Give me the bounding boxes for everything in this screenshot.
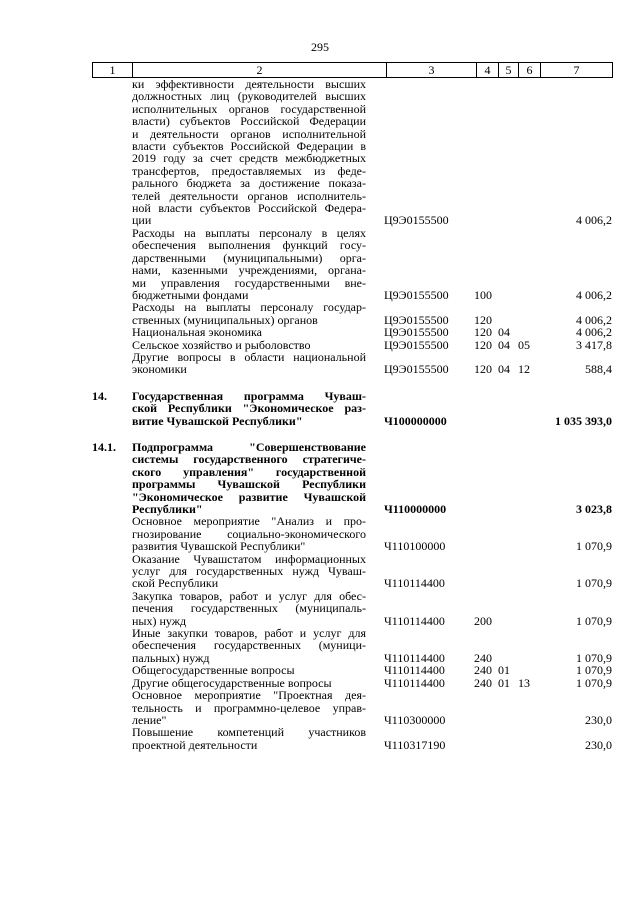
row-spacer bbox=[92, 427, 612, 441]
amount: 3 023,8 bbox=[576, 502, 612, 516]
amount: 4 006,2 bbox=[576, 312, 612, 327]
description-line: бюджетными фондами bbox=[132, 287, 249, 302]
table-row bbox=[92, 390, 612, 427]
expense-type-code: 240 bbox=[474, 650, 492, 665]
amount: 1 035 393,0 bbox=[555, 413, 612, 428]
target-article-code: Ч110114400 bbox=[384, 663, 445, 678]
description-line: обеспечения выполнения функций госу- bbox=[132, 238, 366, 253]
description-line: ми управления государственными вне- bbox=[132, 275, 366, 290]
row-description bbox=[132, 78, 366, 227]
amount: 4 006,2 bbox=[576, 325, 612, 340]
column-header-4: 4 bbox=[477, 63, 499, 78]
description-line: тельность и программно-целевое управ- bbox=[132, 700, 366, 715]
description-line: печения государственных (муниципаль- bbox=[132, 601, 366, 616]
description-line: рального бюджета за достижение показа- bbox=[132, 176, 366, 191]
row-description bbox=[132, 664, 366, 676]
row-number: 14.1. bbox=[92, 439, 116, 454]
description-line: Оказание Чувашстатом информационных bbox=[132, 551, 366, 566]
description-line: ственных (муниципальных) органов bbox=[132, 312, 318, 327]
description-line: "Экономическое развитие Чувашской bbox=[132, 489, 366, 504]
table-row bbox=[92, 326, 612, 338]
target-article-code: Ч110317190 bbox=[384, 737, 446, 752]
table-row bbox=[92, 664, 612, 676]
description-line: Закупка товаров, работ и услуг для обес- bbox=[132, 588, 366, 603]
page-number: 295 bbox=[311, 40, 329, 54]
column-header-6: 6 bbox=[519, 63, 541, 78]
subsection-code: 05 bbox=[518, 337, 530, 352]
target-article-code: Ц9Э0155500 bbox=[384, 213, 449, 228]
target-article-code: Ц9Э0155500 bbox=[384, 287, 449, 302]
section-code: 04 bbox=[498, 362, 510, 377]
amount: 1 070,9 bbox=[576, 675, 612, 690]
description-line: Расходы на выплаты персоналу в целях bbox=[132, 225, 366, 240]
amount: 3 417,8 bbox=[576, 337, 612, 352]
description-line: Расходы на выплаты персоналу государ- bbox=[132, 300, 366, 315]
description-line: 2019 году за счет средств межбюджетных bbox=[132, 151, 366, 166]
amount: 1 070,9 bbox=[576, 576, 612, 591]
subsection-code: 12 bbox=[518, 362, 530, 377]
description-line: Основное мероприятие "Проектная дея- bbox=[132, 688, 366, 703]
table-row bbox=[92, 553, 612, 590]
target-article-code: Ц9Э0155500 bbox=[384, 325, 449, 340]
description-line: Республики" bbox=[132, 502, 203, 516]
row-description bbox=[132, 627, 366, 664]
description-line: обеспечения государственных (муници- bbox=[132, 638, 366, 653]
description-line: исполнительных органов государственной bbox=[132, 101, 366, 116]
target-article-code: Ч110300000 bbox=[384, 712, 446, 727]
description-line: гнозирование социально-экономического bbox=[132, 526, 366, 541]
description-line: ции bbox=[132, 213, 152, 228]
column-header-row bbox=[93, 63, 613, 78]
expense-type-code: 240 bbox=[474, 675, 492, 690]
row-description bbox=[132, 689, 366, 726]
description-line: должностных лиц (руководителей высших bbox=[132, 89, 366, 104]
description-line: пальных) нужд bbox=[132, 650, 210, 665]
description-line: ской Республики "Экономическое раз- bbox=[132, 401, 366, 416]
table-row bbox=[92, 78, 612, 227]
description-line: нами, казенными учреждениями, органа- bbox=[132, 263, 366, 278]
target-article-code: Ч110000000 bbox=[384, 502, 447, 516]
target-article-code: Ц9Э0155500 bbox=[384, 362, 449, 377]
description-line: Иные закупки товаров, работ и услуг для bbox=[132, 626, 366, 641]
column-header-7: 7 bbox=[541, 63, 613, 78]
target-article-code: Ч110114400 bbox=[384, 576, 445, 591]
row-description bbox=[132, 326, 366, 338]
budget-table-body bbox=[92, 78, 612, 751]
description-line: ской Республики bbox=[132, 576, 219, 591]
target-article-code: Ч110114400 bbox=[384, 650, 445, 665]
row-description bbox=[132, 515, 366, 552]
amount: 1 070,9 bbox=[576, 539, 612, 554]
section-code: 04 bbox=[498, 337, 510, 352]
subsection-code: 13 bbox=[518, 675, 530, 690]
description-line: ского управления" государственной bbox=[132, 464, 366, 479]
row-spacer bbox=[92, 376, 612, 390]
description-line: развития Чувашской Республики" bbox=[132, 539, 306, 554]
expense-type-code: 120 bbox=[474, 312, 492, 327]
description-line: Государственная программа Чуваш- bbox=[132, 388, 366, 403]
table-row bbox=[92, 590, 612, 627]
column-header-2: 2 bbox=[133, 63, 387, 78]
description-line: услуг для государственных нужд Чуваш- bbox=[132, 564, 366, 579]
description-line: власти) субъектов Российской Федерации bbox=[132, 114, 366, 129]
row-description bbox=[132, 441, 366, 515]
target-article-code: Ч110114400 bbox=[384, 613, 445, 628]
column-header-5: 5 bbox=[499, 63, 519, 78]
row-description bbox=[132, 227, 366, 301]
description-line: ных) нужд bbox=[132, 613, 187, 628]
description-line: Повышение компетенций участников bbox=[132, 725, 366, 740]
description-line: и деятельности органов исполнительной bbox=[132, 126, 366, 141]
section-code: 01 bbox=[498, 663, 510, 678]
description-line: витие Чувашской Республики" bbox=[132, 413, 303, 428]
row-description bbox=[132, 301, 366, 326]
description-line: проектной деятельности bbox=[132, 737, 258, 752]
description-line: Другие общегосударственные вопросы bbox=[132, 675, 332, 690]
amount: 1 070,9 bbox=[576, 650, 612, 665]
description-line: ление" bbox=[132, 712, 167, 727]
expense-type-code: 240 bbox=[474, 663, 492, 678]
section-code: 01 bbox=[498, 675, 510, 690]
amount: 1 070,9 bbox=[576, 663, 612, 678]
row-description bbox=[132, 726, 366, 751]
row-description bbox=[132, 553, 366, 590]
description-line: власти субъектов Российской Федерации в bbox=[132, 139, 366, 154]
description-line: Общегосударственные вопросы bbox=[132, 663, 295, 678]
description-line: ной власти субъектов Российской Федера- bbox=[132, 201, 366, 216]
description-line: Сельское хозяйство и рыболовство bbox=[132, 337, 311, 352]
table-row bbox=[92, 726, 612, 751]
row-description bbox=[132, 390, 366, 427]
description-line: системы государственного стратегиче- bbox=[132, 452, 366, 467]
description-line: Основное мероприятие "Анализ и про- bbox=[132, 514, 366, 529]
section-code: 04 bbox=[498, 325, 510, 340]
table-row bbox=[92, 301, 612, 326]
amount: 1 070,9 bbox=[576, 613, 612, 628]
table-row bbox=[92, 515, 612, 552]
description-line: дарственными (муниципальными) орга- bbox=[132, 250, 366, 265]
target-article-code: Ц9Э0155500 bbox=[384, 312, 449, 327]
table-row bbox=[92, 689, 612, 726]
row-description bbox=[132, 351, 366, 376]
target-article-code: Ч100000000 bbox=[384, 413, 447, 428]
description-line: экономики bbox=[132, 362, 187, 377]
amount: 230,0 bbox=[585, 737, 612, 752]
column-header-3: 3 bbox=[387, 63, 477, 78]
row-description bbox=[132, 590, 366, 627]
description-line: программы Чувашской Республики bbox=[132, 477, 366, 492]
expense-type-code: 120 bbox=[474, 325, 492, 340]
amount: 4 006,2 bbox=[576, 287, 612, 302]
amount: 588,4 bbox=[585, 362, 612, 377]
column-header-table bbox=[92, 62, 613, 78]
description-line: ки эффективности деятельности высших bbox=[132, 77, 366, 91]
column-header-1: 1 bbox=[93, 63, 133, 78]
target-article-code: Ц9Э0155500 bbox=[384, 337, 449, 352]
table-row bbox=[92, 351, 612, 376]
description-line: Подпрограмма "Совершенствование bbox=[132, 439, 366, 454]
table-row bbox=[92, 627, 612, 664]
amount: 4 006,2 bbox=[576, 213, 612, 228]
description-line: трансфертов, предоставляемых из феде- bbox=[132, 163, 366, 178]
description-line: Другие вопросы в области национальной bbox=[132, 349, 366, 364]
row-number: 14. bbox=[92, 388, 107, 403]
expense-type-code: 120 bbox=[474, 362, 492, 377]
expense-type-code: 120 bbox=[474, 337, 492, 352]
expense-type-code: 200 bbox=[474, 613, 492, 628]
expense-type-code: 100 bbox=[474, 287, 492, 302]
target-article-code: Ч110100000 bbox=[384, 539, 446, 554]
description-line: Национальная экономика bbox=[132, 325, 262, 340]
description-line: телей деятельности органов исполнитель- bbox=[132, 188, 366, 203]
target-article-code: Ч110114400 bbox=[384, 675, 445, 690]
amount: 230,0 bbox=[585, 712, 612, 727]
table-row bbox=[92, 441, 612, 515]
table-row bbox=[92, 227, 612, 301]
